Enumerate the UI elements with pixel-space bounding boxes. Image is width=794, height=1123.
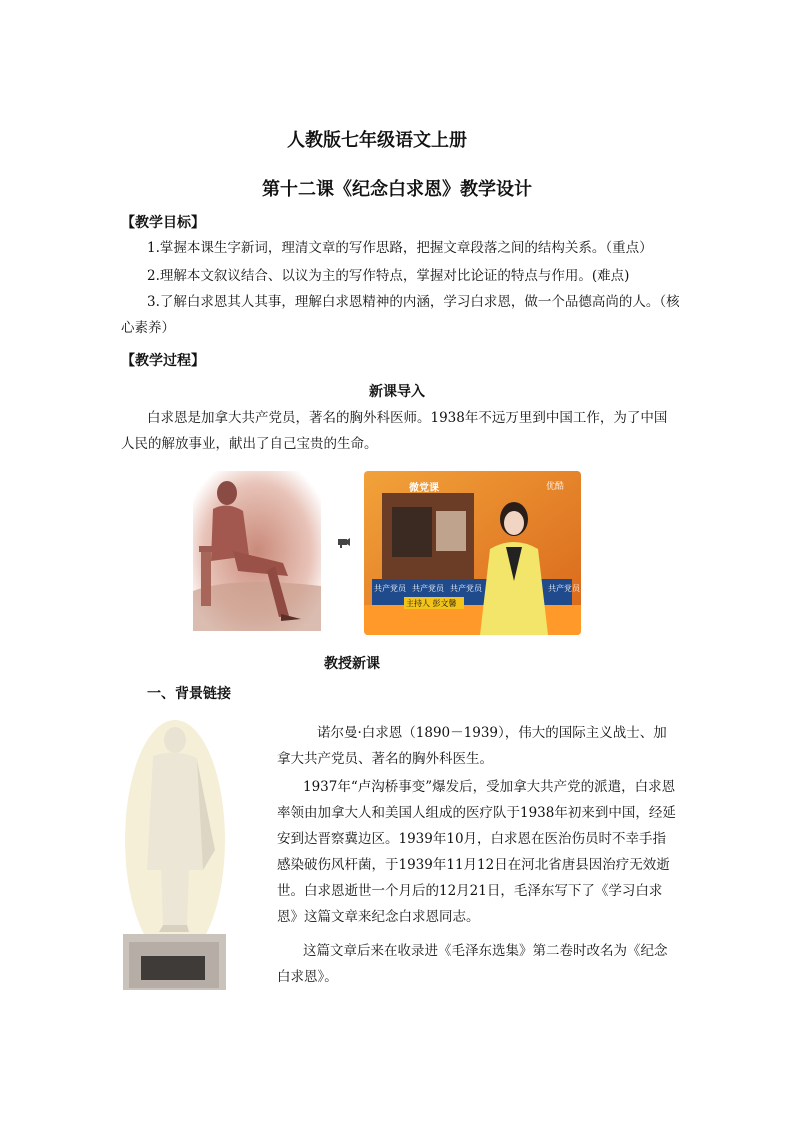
tv-watermark: 优酷 xyxy=(546,482,565,492)
intro-paragraph: 白求恩是加拿大共产党员，著名的胸外科医师。1938年不远万里到中国工作，为了中国人民的解放事业，献出了自己宝贵的生命。 xyxy=(121,410,668,452)
tv-program-title: 微党课 xyxy=(409,483,439,494)
tv-host-label: 主持人 彭文馨 xyxy=(406,599,457,608)
bg-paragraph-1: 诺尔曼·白求恩（1890－1939），伟大的国际主义战士、加拿大共产党员、著名的胸外科医生。 xyxy=(277,725,667,767)
mao-photo xyxy=(193,471,321,631)
process-heading: 【教学过程】 xyxy=(121,353,205,369)
tv-banner-1: 共产党员 xyxy=(374,584,406,593)
tv-banner-4: 共产党员 xyxy=(548,584,580,593)
goal-item-2: 2.理解本文叙议结合、以议为主的写作特点，掌握对比论证的特点与作用。(难点) xyxy=(147,268,630,284)
tv-banner-3: 共产党员 xyxy=(450,584,482,593)
intro-heading: 新课导入 xyxy=(369,384,425,400)
tv-banner-2: 共产党员 xyxy=(412,584,444,593)
tv-news-screenshot xyxy=(364,471,581,635)
bg-paragraph-3: 这篇文章后来在收录进《毛泽东选集》第二卷时改名为《纪念白求恩》。 xyxy=(277,943,668,985)
background-heading: 一、背景链接 xyxy=(147,686,231,702)
teach-heading: 教授新课 xyxy=(324,656,380,672)
goals-heading: 【教学目标】 xyxy=(121,215,205,231)
doc-title: 人教版七年级语文上册 xyxy=(287,130,467,151)
camera-icon xyxy=(337,534,351,548)
bg-paragraph-2: 1937年“卢沟桥事变”爆发后，受加拿大共产党的派遣，白求恩率领由加拿大人和美国人组成的医疗队于1938年初来到中国，经延安到达晋察冀边区。1939年10月，白求恩在医治伤员时不幸手指感染破伤风杆菌，于1939年11月12日在河北省唐县因治疗无效逝世。白求恩逝世一个月后的12月21日，毛泽东写下了《学习白求恩》这篇文章来纪念白求恩同志。 xyxy=(277,779,676,925)
goal-item-3: 3.了解白求恩其人其事，理解白求恩精神的内涵，学习白求恩，做一个品德高尚的人。（核心素养） xyxy=(121,294,680,336)
bethune-statue-photo xyxy=(123,720,226,990)
doc-subtitle: 第十二课《纪念白求恩》教学设计 xyxy=(262,179,532,200)
goal-item-1: 1.掌握本课生字新词，理清文章的写作思路，把握文章段落之间的结构关系。（重点） xyxy=(147,240,653,256)
